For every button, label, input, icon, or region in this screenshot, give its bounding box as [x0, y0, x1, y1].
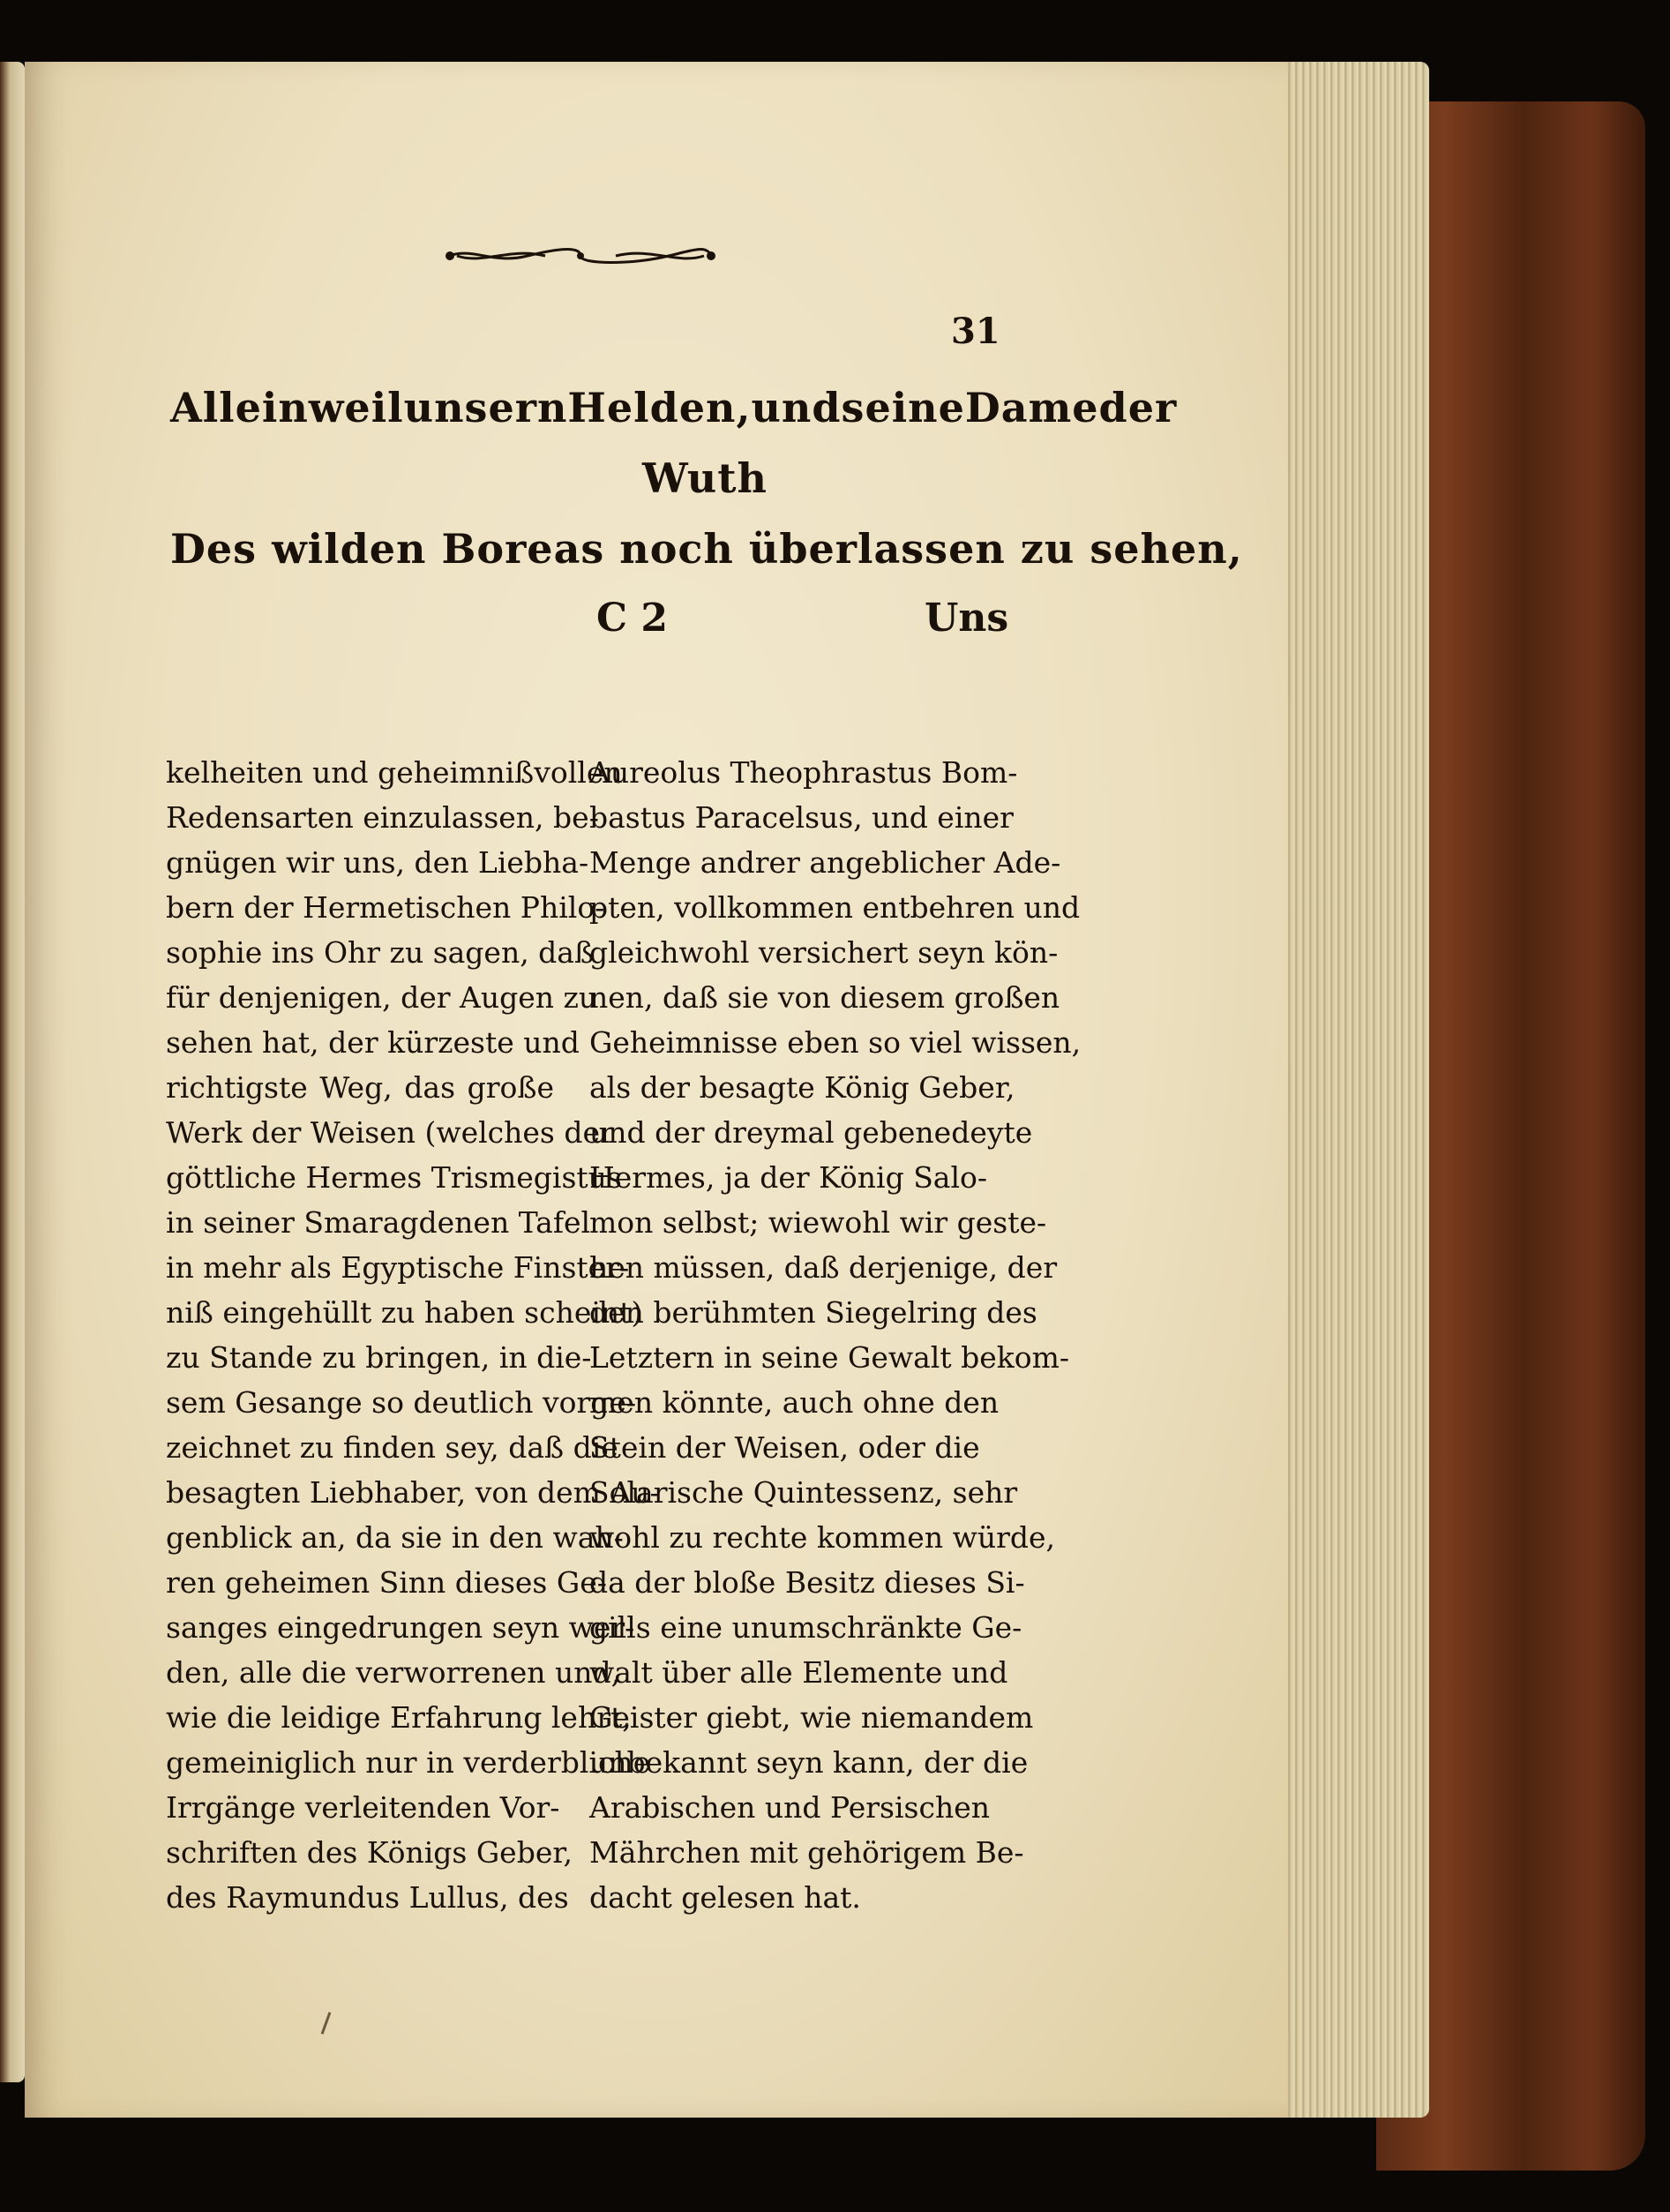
text-line: gleichwohl versichert seyn kön-	[589, 935, 1059, 970]
text-line: gnügen wir uns, den Liebha-	[166, 845, 589, 880]
header-ornament	[439, 243, 722, 269]
text-line: da der bloße Besitz dieses Si-	[589, 1565, 1025, 1600]
text-line: richtigste Weg, das große	[166, 1070, 554, 1105]
text-line: Werk der Weisen (welches der	[166, 1115, 614, 1150]
text-line: sophie ins Ohr zu sagen, daß	[166, 935, 595, 970]
text-line: Irrgänge verleitenden Vor-	[166, 1790, 560, 1825]
text-line: dacht gelesen hat.	[589, 1880, 861, 1915]
poem-line-1	[170, 384, 1178, 431]
poem-word: unsern	[403, 384, 568, 431]
text-line: unbekannt seyn kann, der die	[589, 1745, 1029, 1780]
text-line: Geheimnisse eben so viel wissen,	[589, 1025, 1082, 1060]
text-line: Stein der Weisen, oder die	[589, 1430, 980, 1465]
text-line: men könnte, auch ohne den	[589, 1385, 1000, 1420]
text-line: bern der Hermetischen Philo-	[166, 890, 605, 925]
poem-word: seine	[841, 384, 965, 431]
text-line: schriften des Königs Geber,	[166, 1835, 573, 1870]
text-line: pten, vollkommen entbehren und	[589, 890, 1081, 925]
text-line: Aureolus Theophrastus Bom-	[589, 755, 1018, 790]
text-line: für denjenigen, der Augen zu	[166, 980, 598, 1015]
facing-page-edge	[0, 62, 25, 2082]
text-line: wie die leidige Erfahrung lehrt,	[166, 1700, 632, 1735]
text-line: als der besagte König Geber,	[589, 1070, 1015, 1105]
text-line: walt über alle Elemente und	[589, 1655, 1008, 1690]
text-line: und der dreymal gebenedeyte	[589, 1115, 1033, 1150]
page-number: 31	[951, 311, 1000, 352]
text-line: Geister giebt, wie niemandem	[589, 1700, 1034, 1735]
poem-word: Dame	[964, 384, 1099, 431]
text-line: den, alle die verworrenen und,	[166, 1655, 621, 1690]
right-text-column	[589, 750, 1082, 1920]
text-line: sanges eingedrungen seyn wer-	[166, 1610, 635, 1645]
text-line: genblick an, da sie in den wah-	[166, 1520, 624, 1555]
text-line: ren geheimen Sinn dieses Ge-	[166, 1565, 607, 1600]
text-line: bastus Paracelsus, und einer	[589, 800, 1014, 835]
text-line: göttliche Hermes Trismegistus	[166, 1160, 622, 1195]
text-line: wohl zu rechte kommen würde,	[589, 1520, 1055, 1555]
poem-word: Helden,	[567, 384, 752, 431]
poem-line-3: Des wilden Boreas noch überlassen zu sehen,	[170, 525, 1243, 573]
text-line: Hermes, ja der König Salo-	[589, 1160, 988, 1195]
text-line: des Raymundus Lullus, des	[166, 1880, 569, 1915]
poem-word: Allein	[170, 384, 309, 431]
text-line: zu Stande zu bringen, in die-	[166, 1340, 592, 1375]
text-line: sem Gesange so deutlich vorge-	[166, 1385, 637, 1420]
text-line: hen müssen, daß derjenige, der	[589, 1250, 1058, 1285]
text-line: in mehr als Egyptische Finster-	[166, 1250, 630, 1285]
poem-word: der	[1098, 384, 1178, 431]
text-line: Letztern in seine Gewalt bekom-	[589, 1340, 1070, 1375]
text-line: Arabischen und Persischen	[589, 1790, 990, 1825]
text-line: gemeiniglich nur in verderbliche	[166, 1745, 651, 1780]
text-line: kelheiten und geheimnißvollen	[166, 755, 623, 790]
text-line: gills eine unumschränkte Ge-	[589, 1610, 1022, 1645]
signature-mark: C 2	[596, 596, 668, 641]
text-line: sehen hat, der kürzeste und	[166, 1025, 580, 1060]
text-line: Solarische Quintessenz, sehr	[589, 1475, 1018, 1510]
catchword: Uns	[925, 596, 1009, 641]
page-stack-edges	[1270, 62, 1429, 2118]
text-line: niß eingehüllt zu haben scheint)	[166, 1295, 643, 1330]
ink-mark	[321, 2012, 332, 2034]
text-line: in seiner Smaragdenen Tafel	[166, 1205, 591, 1240]
text-line: Mährchen mit gehörigem Be-	[589, 1835, 1024, 1870]
text-line: mon selbst; wiewohl wir geste-	[589, 1205, 1047, 1240]
left-text-column	[166, 750, 660, 1920]
poem-word: weil	[308, 384, 404, 431]
text-line: zeichnet zu finden sey, daß die	[166, 1430, 618, 1465]
text-line: Menge andrer angeblicher Ade-	[589, 845, 1061, 880]
text-line: Redensarten einzulassen, be-	[166, 800, 599, 835]
poem-line-2: Wuth	[642, 454, 768, 502]
text-line: nen, daß sie von diesem großen	[589, 980, 1060, 1015]
text-line: den berühmten Siegelring des	[589, 1295, 1037, 1330]
text-line: besagten Liebhaber, von dem Au-	[166, 1475, 660, 1510]
book-page	[25, 62, 1288, 2118]
poem-word: und	[751, 384, 842, 431]
